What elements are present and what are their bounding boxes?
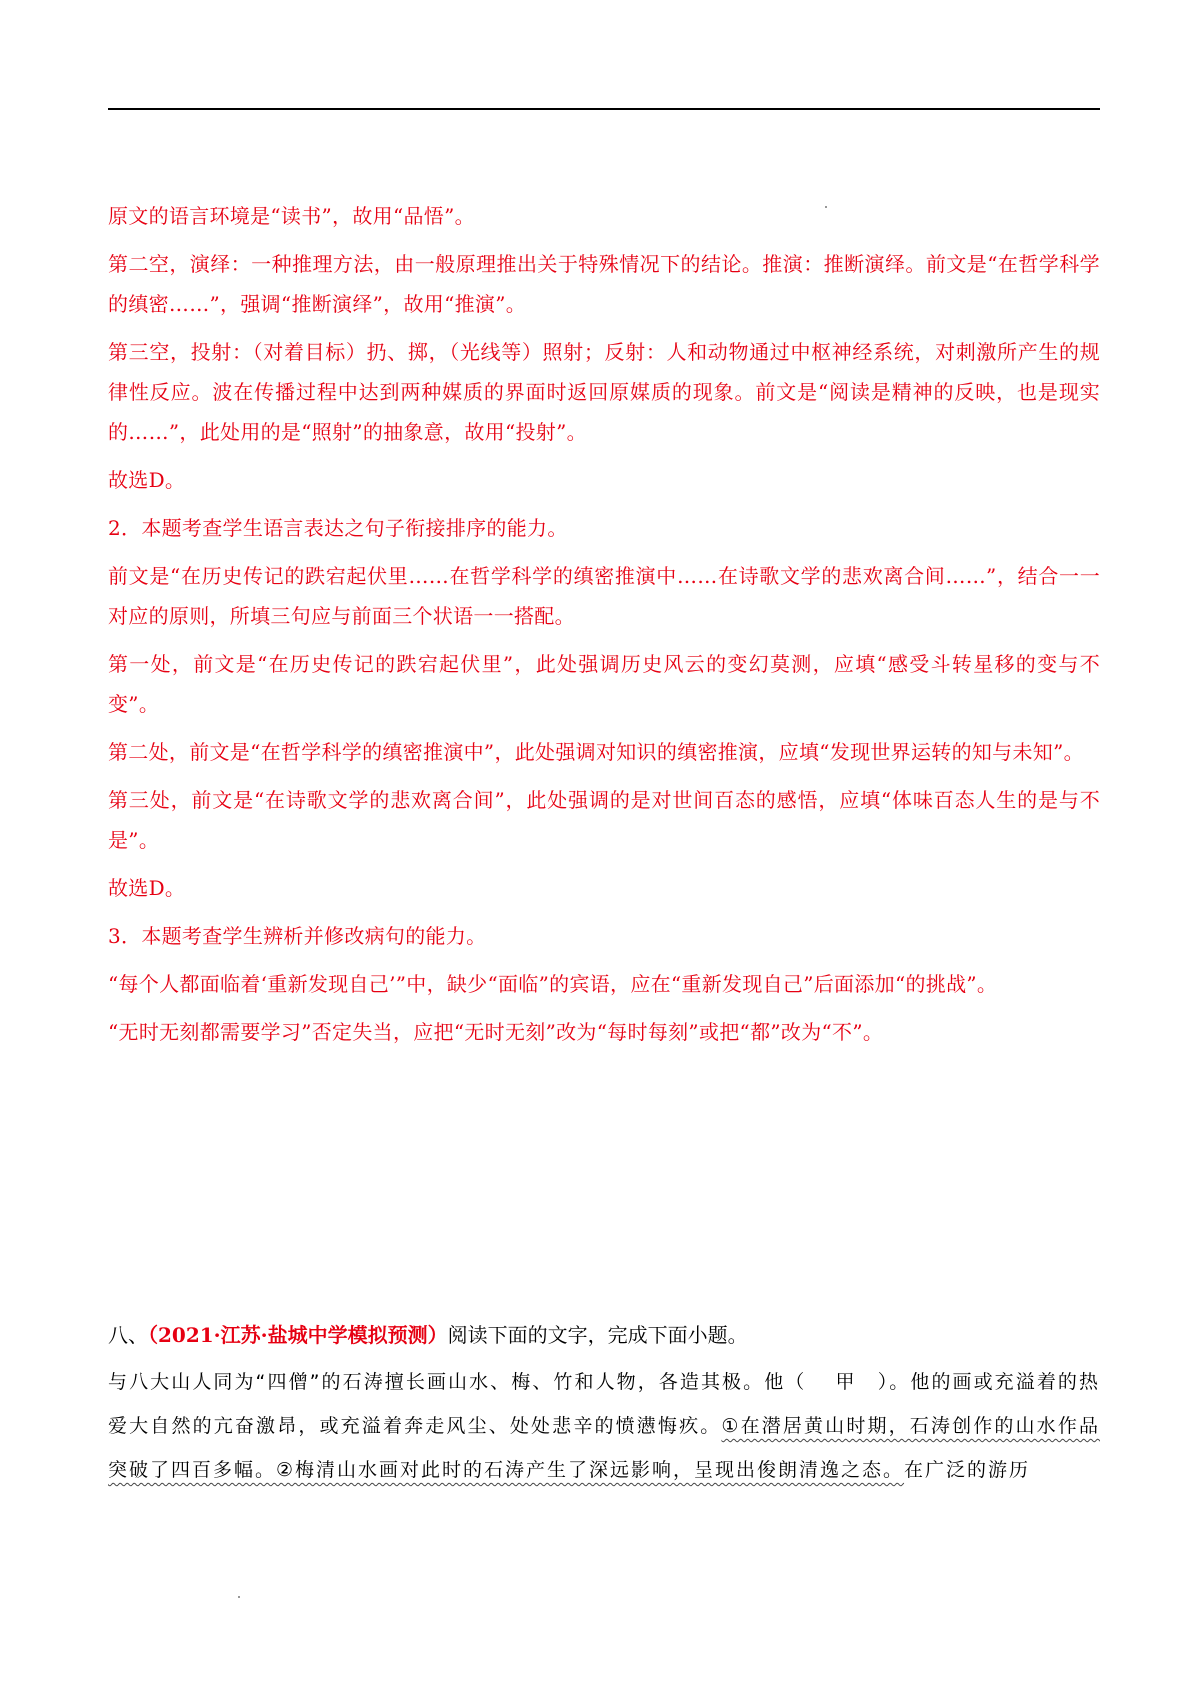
reading-passage (108, 1360, 1100, 1492)
answer-paragraph: 第二处，前文是“在哲学科学的缜密推演中”，此处强调对知识的缜密推演，应填“发现世界运转的知与未知”。 (108, 740, 1084, 764)
header-rule (108, 108, 1100, 110)
answer-paragraph: 3．本题考查学生辨析并修改病句的能力。 (108, 924, 487, 948)
answer-paragraph: 第三处，前文是“在诗歌文学的悲欢离合间”，此处强调的是对世间百态的感悟，应填“体味百态人生的是与不是”。 (108, 788, 1100, 852)
answer-explanation (108, 196, 1100, 1060)
section-heading (108, 1318, 1100, 1352)
answer-paragraph: 第三空，投射：（对着目标）扔、掷，（光线等）照射；反射：人和动物通过中枢神经系统，对刺激所产生的规律性反应。波在传播过程中达到两种媒质的界面时返回原媒质的现象。前文是“阅读是精神的反映，也是现实的……”，此处用的是“照射”的抽象意，故用“投射”。 (108, 340, 1100, 444)
answer-paragraph: 故选D。 (108, 468, 186, 492)
section-instruction: 阅读下面的文字，完成下面小题。 (447, 1323, 748, 1347)
scan-dot (238, 1596, 240, 1598)
answer-paragraph: 原文的语言环境是“读书”，故用“品悟”。 (108, 204, 475, 228)
reading-section (108, 1318, 1100, 1492)
answer-paragraph: 2．本题考查学生语言表达之句子衔接排序的能力。 (108, 516, 568, 540)
answer-paragraph: 前文是“在历史传记的跌宕起伏里……在哲学科学的缜密推演中……在诗歌文学的悲欢离合间……”，结合一一对应的原则，所填三句应与前面三个状语一一搭配。 (108, 564, 1100, 628)
answer-paragraph: “每个人都面临着‘重新发现自己’”中，缺少“面临”的宾语，应在“重新发现自己”后面添加“的挑战”。 (108, 972, 998, 996)
section-number: 八、 (108, 1323, 148, 1347)
answer-paragraph: “无时无刻都需要学习”否定失当，应把“无时无刻”改为“每时每刻”或把“都”改为“不”。 (108, 1020, 884, 1044)
answer-paragraph: 第二空，演绎：一种推理方法，由一般原理推出关于特殊情况下的结论。推演：推断演绎。前文是“在哲学科学的缜密……”，强调“推断演绎”，故用“推演”。 (108, 252, 1100, 316)
passage-text: 与八大山人同为“四僧”的石涛擅长画山水、梅、竹和人物，各造其极。他（ 甲 ）。他的画或充溢着的热爱大自然的亢奋激昂，或充溢着奔走风尘、处处悲辛的愤懑悔疚。 (108, 1371, 1100, 1437)
answer-paragraph: 故选D。 (108, 876, 186, 900)
passage-text-continued: 在广泛的游历 (904, 1459, 1031, 1481)
section-source: （2021·江苏·盐城中学模拟预测） (148, 1323, 448, 1347)
underlined-sentences: ①在潜居黄山时期，石涛创作的山水作品突破了四百多幅。②梅清山水画对此时的石涛产生了深远影响，呈现出俊朗清逸之态。 (108, 1415, 1100, 1481)
answer-paragraph: 第一处，前文是“在历史传记的跌宕起伏里”，此处强调历史风云的变幻莫测，应填“感受斗转星移的变与不变”。 (108, 652, 1100, 716)
